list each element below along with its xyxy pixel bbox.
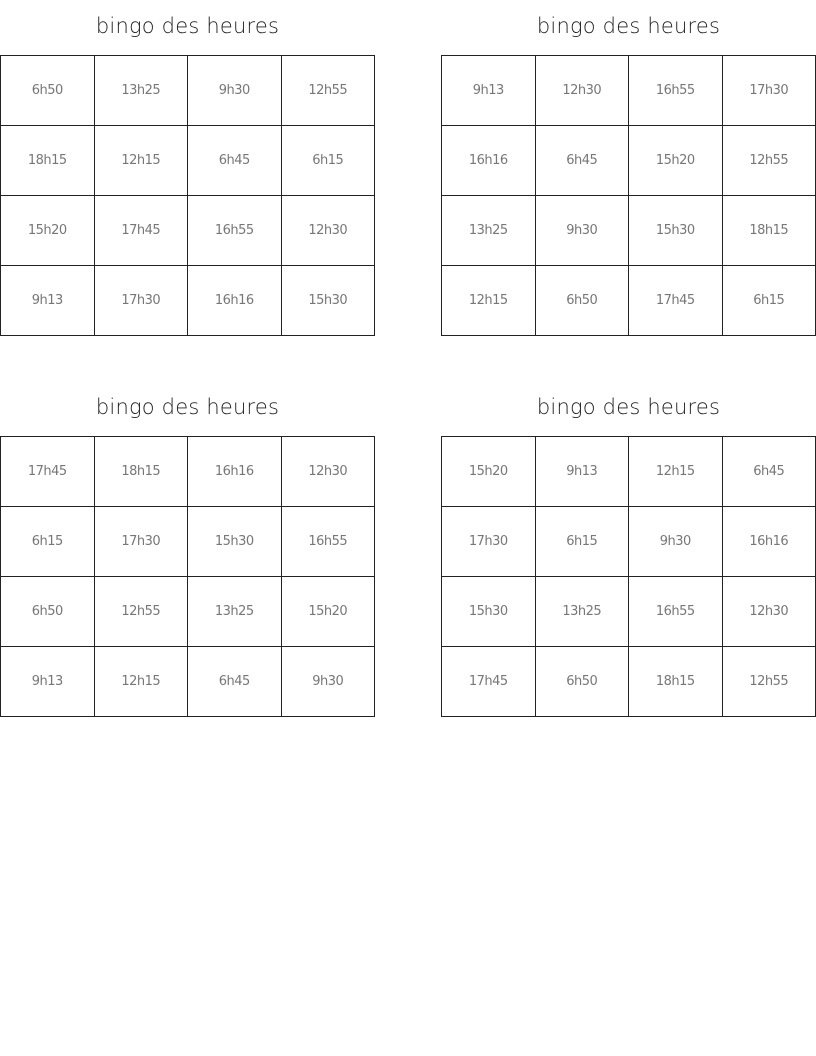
bingo-grid [0,55,375,336]
bingo-row [442,126,816,196]
bingo-cell: 13h25 [94,56,188,126]
bingo-cell: 15h30 [188,507,282,577]
bingo-cell: 12h15 [94,647,188,717]
bingo-cell: 13h25 [535,577,629,647]
bingo-cell: 16h16 [188,437,282,507]
bingo-cell: 16h55 [188,196,282,266]
bingo-cell: 12h30 [281,437,375,507]
bingo-cell: 6h45 [535,126,629,196]
bingo-cell: 15h20 [281,577,375,647]
bingo-cell: 6h50 [1,577,95,647]
bingo-cell: 15h20 [629,126,723,196]
bingo-cell: 18h15 [1,126,95,196]
bingo-card-title: bingo des heures [95,395,280,419]
bingo-card [441,0,816,336]
bingo-cell: 16h16 [442,126,536,196]
bingo-cell: 9h30 [188,56,282,126]
bingo-grid [0,436,375,717]
bingo-cell: 17h30 [94,266,188,336]
bingo-cell: 15h20 [1,196,95,266]
bingo-cell: 15h20 [442,437,536,507]
bingo-row [442,437,816,507]
bingo-cell: 17h45 [442,647,536,717]
bingo-grid [441,436,816,717]
bingo-cell: 17h30 [94,507,188,577]
bingo-cell: 12h15 [629,437,723,507]
bingo-cell: 12h55 [281,56,375,126]
bingo-cell: 18h15 [94,437,188,507]
bingo-row [1,437,375,507]
bingo-card-title: bingo des heures [536,395,721,419]
bingo-row [1,196,375,266]
bingo-row [442,647,816,717]
bingo-cell: 13h25 [188,577,282,647]
bingo-cell: 18h15 [629,647,723,717]
bingo-cell: 6h50 [535,266,629,336]
bingo-row [442,56,816,126]
bingo-cell: 9h30 [629,507,723,577]
bingo-cell: 6h15 [1,507,95,577]
bingo-cell: 16h16 [722,507,816,577]
bingo-card-title: bingo des heures [95,14,280,38]
bingo-cell: 9h30 [535,196,629,266]
bingo-cell: 16h16 [188,266,282,336]
bingo-cell: 6h15 [535,507,629,577]
bingo-cell: 6h15 [281,126,375,196]
bingo-grid [441,55,816,336]
bingo-card [0,0,375,336]
bingo-cell: 13h25 [442,196,536,266]
bingo-row [1,126,375,196]
bingo-row [442,266,816,336]
bingo-cell: 17h30 [722,56,816,126]
bingo-cell: 6h50 [1,56,95,126]
bingo-cell: 6h45 [188,126,282,196]
bingo-cell: 15h30 [281,266,375,336]
bingo-cell: 15h30 [629,196,723,266]
bingo-card [0,381,375,717]
bingo-cell: 17h30 [442,507,536,577]
bingo-cell: 16h55 [281,507,375,577]
bingo-cell: 9h13 [1,266,95,336]
bingo-row [1,266,375,336]
bingo-cell: 17h45 [1,437,95,507]
bingo-cell: 17h45 [629,266,723,336]
bingo-cell: 12h30 [281,196,375,266]
bingo-row [442,196,816,266]
bingo-row [1,56,375,126]
bingo-cell: 12h30 [722,577,816,647]
bingo-cell: 18h15 [722,196,816,266]
bingo-card-title: bingo des heures [536,14,721,38]
bingo-cell: 9h13 [1,647,95,717]
bingo-cell: 12h55 [94,577,188,647]
bingo-cell: 6h45 [188,647,282,717]
bingo-cell: 17h45 [94,196,188,266]
bingo-row [1,647,375,717]
bingo-cell: 12h55 [722,126,816,196]
bingo-cell: 12h15 [94,126,188,196]
bingo-cell: 9h30 [281,647,375,717]
bingo-cell: 16h55 [629,577,723,647]
bingo-row [1,507,375,577]
bingo-cell: 12h15 [442,266,536,336]
bingo-cell: 12h30 [535,56,629,126]
bingo-cell: 6h45 [722,437,816,507]
bingo-cell: 6h50 [535,647,629,717]
bingo-cell: 16h55 [629,56,723,126]
bingo-cell: 9h13 [535,437,629,507]
bingo-card [441,381,816,717]
bingo-cell: 9h13 [442,56,536,126]
bingo-cell: 12h55 [722,647,816,717]
bingo-row [442,507,816,577]
bingo-row [442,577,816,647]
bingo-cell: 15h30 [442,577,536,647]
bingo-row [1,577,375,647]
bingo-cell: 6h15 [722,266,816,336]
